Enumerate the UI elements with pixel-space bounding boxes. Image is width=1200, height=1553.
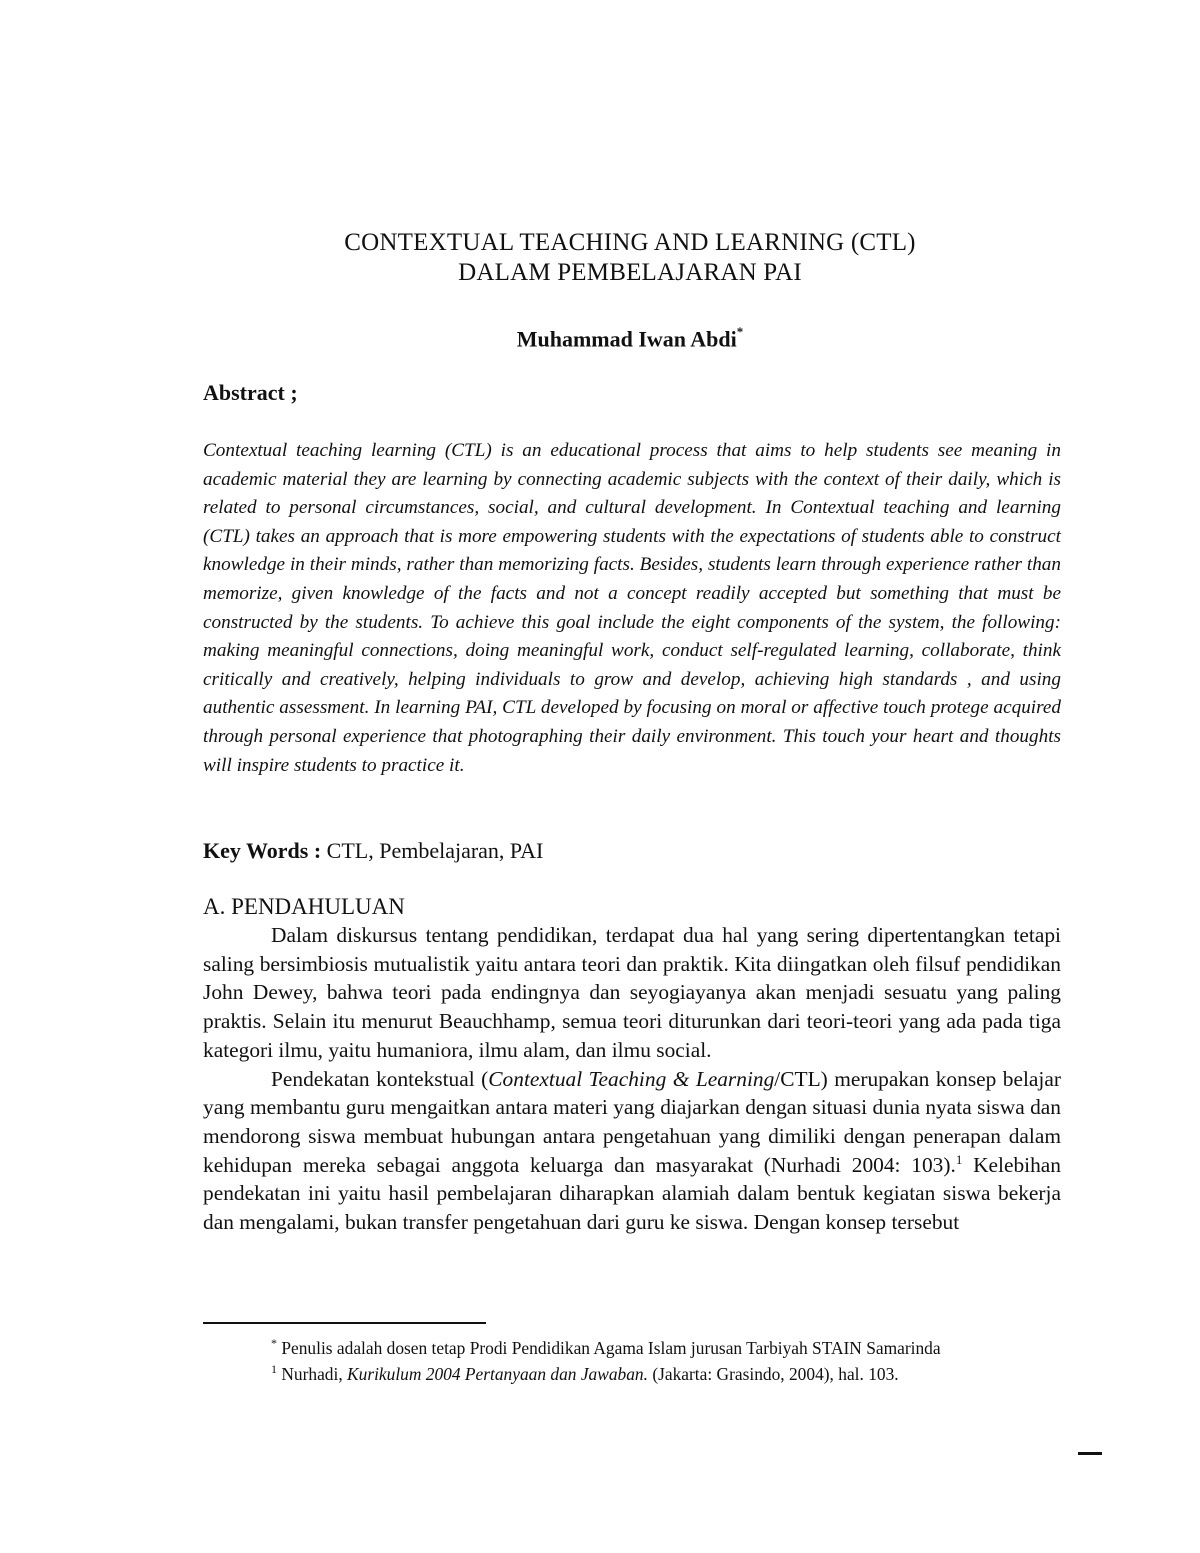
- footnote-1-marker: 1: [271, 1362, 277, 1377]
- author-name: Muhammad Iwan Abdi: [516, 326, 737, 352]
- footnote-1-title: Kurikulum 2004 Pertanyaan dan Jawaban.: [347, 1364, 648, 1384]
- keywords-line: [203, 836, 543, 866]
- abstract-text: Contextual teaching learning (CTL) is an educational process that aims to help students see meaning in academic material they are learning by connecting academic subjects with the context of their daily, which is related to personal circumstances, social, and cultural development. In Contextual teaching and learning (CTL) takes an approach that is more empowering students with the expectations of students able to construct knowledge in their minds, rather than memorizing facts. Besides, students learn through experience rather than memorize, given knowledge of the facts and not a concept readily accepted but something that must be constructed by the students. To achieve this goal include the eight components of the system, the following: making meaningful connections, doing meaningful work, conduct self-regulated learning, collaborate, think critically and creatively, helping individuals to grow and develop, achieving high standards , and using authentic assessment. In learning PAI, CTL developed by focusing on moral or affective touch protege acquired through personal experience that photographing their daily environment. This touch your heart and thoughts will inspire students to practice it.: [203, 440, 1061, 776]
- footnote-author-marker: *: [271, 1336, 277, 1351]
- body-paragraph-2-term: Contextual Teaching & Learning: [488, 1066, 775, 1091]
- abstract-heading: Abstract ;: [203, 380, 298, 405]
- page-mark: [1078, 1452, 1102, 1455]
- paper-title: [200, 228, 1060, 288]
- footnotes: [203, 1337, 1061, 1389]
- author-footnote-marker: *: [736, 324, 744, 339]
- body-paragraph-2: [203, 1065, 1061, 1237]
- section-heading: A. PENDAHULUAN: [203, 894, 405, 919]
- body-paragraph-2-middle: /CTL) merupakan konsep belajar yang membantu guru mengaitkan antara materi yang diajarkan dengan situasi dunia nyata siswa dan mendorong siswa membuat hubungan antara pengetahuan yang dimiliki dengan penerapan dalam kehidupan mereka sebagai anggota keluarga dan masyarakat (Nurhadi 2004: 103).: [203, 1066, 1061, 1177]
- footnote-divider: [203, 1322, 486, 1324]
- footnote-author-text: Penulis adalah dosen tetap Prodi Pendidikan Agama Islam jurusan Tarbiyah STAIN Samarinda: [277, 1338, 941, 1358]
- footnote-1-details: (Jakarta: Grasindo, 2004), hal. 103.: [647, 1364, 899, 1384]
- keywords-value: CTL, Pembelajaran, PAI: [326, 838, 544, 863]
- footnote-1: [203, 1363, 1061, 1386]
- body-paragraph-1: Dalam diskursus tentang pendidikan, terdapat dua hal yang sering dipertentangkan tetapi saling bersimbiosis mutualistik yaitu antara teori dan praktik. Kita diingatkan oleh filsuf pendidikan John Dewey, bahwa teori pada endingnya dan seyogiayanya akan menjadi sesuatu yang paling praktis. Selain itu menurut Beauchhamp, semua teori diturunkan dari teori-teori yang ada pada tiga kategori ilmu, yaitu humaniora, ilmu alam, dan ilmu social.: [203, 923, 1061, 1062]
- paper-title-line-1: CONTEXTUAL TEACHING AND LEARNING (CTL): [344, 229, 916, 256]
- footnote-author: [203, 1337, 1061, 1360]
- footnote-reference-1: 1: [955, 1151, 963, 1167]
- footnote-1-author: Nurhadi,: [277, 1364, 348, 1384]
- keywords-label: Key Words :: [203, 838, 322, 863]
- author-line: [200, 319, 1060, 354]
- paper-title-line-2: DALAM PEMBELAJARAN PAI: [458, 259, 802, 286]
- body-paragraph-2-end: Kelebihan pendekatan ini yaitu hasil pembelajaran diharapkan alamiah dalam bentuk kegiatan siswa bekerja dan mengalami, bukan transfer pengetahuan dari guru ke siswa. Dengan konsep tersebut: [203, 1152, 1061, 1235]
- body-text: [203, 921, 1061, 1237]
- body-paragraph-2-start: Pendekatan kontekstual (: [271, 1066, 489, 1091]
